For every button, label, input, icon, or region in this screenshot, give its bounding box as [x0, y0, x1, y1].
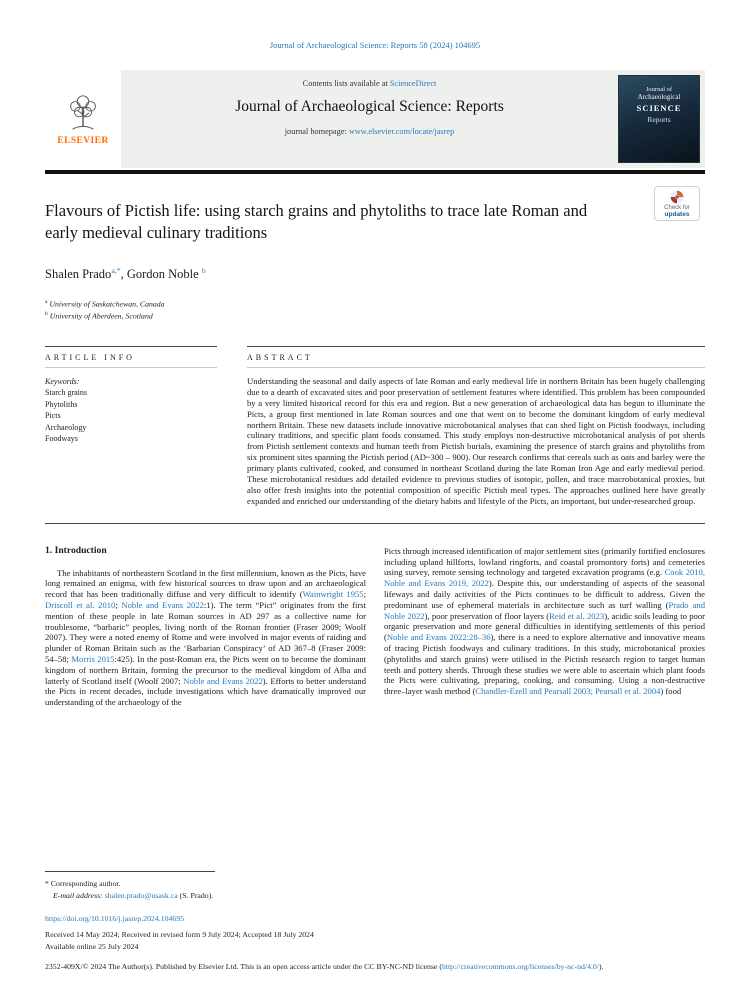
affiliation-text: University of Aberdeen, Scotland	[49, 311, 153, 321]
authors-line	[45, 266, 705, 282]
article-info-abstract-block	[45, 346, 705, 524]
journal-cover-thumbnail[interactable]	[618, 75, 700, 163]
affiliation-line	[45, 297, 705, 310]
keyword-item: Starch grains	[45, 388, 87, 398]
citation-link[interactable]: Prado and Noble 2022	[384, 599, 705, 621]
received-dates: Received 14 May 2024; Received in revised form 9 July 2024; Accepted 18 July 2024	[45, 930, 314, 939]
badge-text-line2: updates	[664, 211, 690, 218]
text-run: ).	[599, 962, 604, 971]
keyword-item: Picts	[45, 411, 61, 421]
affiliations	[45, 297, 705, 322]
email-link[interactable]: shalen.prado@usask.ca	[104, 891, 178, 900]
authors-separator: ,	[120, 266, 127, 281]
citation-link[interactable]: Cook 2010, Noble and Evans 2019, 2022	[384, 567, 705, 589]
keyword-item: Foodways	[45, 434, 78, 444]
footnote-divider	[45, 871, 215, 872]
article-title: Flavours of Pictish life: using starch grains and phytoliths to trace late Roman and early medieval culinary traditions	[45, 201, 588, 243]
text-run: ), poor preservation of floor layers (	[424, 610, 550, 621]
text-run: :1). The term “Pict” originates from the first mention of these people in late Roman sources in AD 297 as a collective name for troublesome, “barbaric” peoples, living north of the Roman frontier (Fraser 2009; Woolf 2007). They were a noted enemy of Rome and were involved in major events of raiding and plunder of Roman Britain such as the ‘Barbarian Conspiracy’ of AD 367–8 (Fraser 2009: 54–58;	[45, 599, 366, 664]
contents-line	[121, 79, 618, 88]
journal-header-center	[121, 70, 618, 168]
cover-title-line: SCIENCE	[636, 103, 682, 113]
check-for-updates-badge[interactable]	[654, 186, 700, 221]
text-run: ) food	[660, 686, 682, 697]
abstract-text: Understanding the seasonal and daily aspects of late Roman and early medieval life in northern Britain has been hugely challenging due to a dearth of excavated sites and poor preservation of settlement features where identified. This problem has been compounded by a very limited historical record for this era and region. But a new generation of archaeological data has begun to illuminate the Picts, a group first mentioned in late Roman sources and one that went on to become the dominant kingdom of early medieval northern Britain. These new datasets include innovative microbotanical analyses that can shed light on Pictish foodways, including culinary traditions, and specific plant foods consumed. This study employs non-destructive microbotanical analysis of pot sherds from Pictish settlement contexts and human teeth from Pictish burials, examining the presence of starch grains and phytoliths from six prominent sites spanning the Pictish period (AD~300 – 900). Our research confirms that cereals such as oats and barley were the primary plants cultivated, cooked, and consumed in northeast Scotland during the late Roman Iron Age and early medieval period. These microbotanical residues add detailed evidence to previous studies of isotopic, pollen, and trace macrobotanical proxies, but also offer fresh insights into the potential composition of specific Pictish meal types. The approaches outlined here have greatly expanded and enriched our understanding of the dietary habits and lifestyle of the Picts, an important, but under-researched group.	[247, 375, 705, 506]
crossmark-icon	[670, 190, 684, 204]
text-run: 2352-409X/© 2024 The Author(s). Published by Elsevier Ltd. This is an open access article under the CC BY-NC-ND license (	[45, 962, 442, 971]
article-info-heading: ARTICLE INFO	[45, 347, 217, 368]
body-left-column	[45, 546, 366, 822]
text-run: ;	[363, 589, 366, 600]
text-run: The inhabitants of northeastern Scotland in the first millennium, known as the Picts, have long remained an enigma, with few historical sources to draw upon and an archaeological record that has been traditionally diffuse and very difficult to identify (	[45, 567, 366, 600]
citation-link[interactable]: Reid et al. 2023	[549, 610, 605, 621]
citation-link[interactable]: Noble and Evans 2022:28–36	[386, 632, 491, 643]
text-run: Picts through increased identification of major settlement sites (primarily fortified enclosures including upland hillforts, lowland ringforts, and coastal promontory forts) and cemeteries using survey, remote sensing technology and targeted excavation programs (e.g.	[384, 545, 705, 578]
affiliation-sup: a	[45, 298, 48, 305]
abstract-column	[247, 346, 705, 507]
doi-line	[45, 913, 705, 924]
citation-link[interactable]: Noble and Evans 2022	[121, 599, 204, 610]
article-info-column	[45, 346, 217, 507]
affiliation-sup: b	[45, 311, 48, 318]
sciencedirect-link[interactable]: ScienceDirect	[389, 79, 437, 88]
citation-link[interactable]: Chandler-Ezell and Pearsall 2003; Pearsall et al. 2004	[475, 686, 661, 697]
citation-link[interactable]: Wainwright 1955	[302, 589, 364, 600]
keywords-label: Keywords:	[45, 376, 80, 386]
section-heading-introduction: 1. Introduction	[45, 545, 107, 556]
contents-prefix-text: Contents lists available at	[302, 79, 388, 88]
available-online: Available online 25 July 2024	[45, 942, 139, 951]
intro-paragraph-right	[384, 546, 705, 697]
journal-homepage-link[interactable]: www.elsevier.com/locate/jasrep	[348, 127, 455, 136]
badge-text-line1: Check for	[664, 205, 690, 211]
homepage-line	[121, 127, 618, 136]
keyword-item: Phytoliths	[45, 399, 78, 409]
text-run: ). Despite this, our understanding of aspects of the seasonal lifeways and daily activities of the Picts continues to be difficult to address. Given the predominant use of ephemeral materials in architecture such as turf walling (	[384, 578, 705, 610]
citation-link[interactable]: Morris 2015	[71, 653, 115, 664]
affiliation-line	[45, 309, 705, 322]
doi-link[interactable]: https://doi.org/10.1016/j.jasrep.2024.104695	[45, 914, 185, 923]
header-divider	[45, 170, 705, 174]
elsevier-tree-icon	[65, 92, 101, 134]
keyword-item: Archaeology	[45, 422, 87, 432]
journal-header-banner	[45, 70, 705, 168]
text-run: ). Efforts to better understand the Picts in recent decades, include investigations which have dramatically improved our understanding of the archaeology of the	[45, 675, 366, 708]
journal-title: Journal of Archaeological Science: Reports	[235, 98, 504, 115]
text-run: ), acidic soils leading to poor organic preservation and more general difficulties in identifying settlements of this period (	[384, 610, 705, 643]
abstract-heading: ABSTRACT	[247, 347, 705, 368]
author-1-affiliation-sup[interactable]: a,*	[111, 265, 121, 275]
cover-title-line: Journal of	[645, 86, 673, 93]
email-label: E-mail address:	[53, 891, 103, 900]
intro-paragraph-left	[45, 568, 366, 708]
text-run: ;	[115, 599, 122, 610]
citation-link[interactable]: http://creativecommons.org/licenses/by-nc-nd/4.0/	[441, 962, 599, 971]
elsevier-wordmark: ELSEVIER	[57, 136, 109, 146]
masthead	[0, 0, 750, 50]
text-run: :425). In the post-Roman era, the Picts went on to become the dominant kingdom of northern Britain, forming the precursor to the medieval kingdom of Alba and latterly of Scotland itself (Woolf 2007;	[45, 653, 366, 686]
affiliation-text: University of Saskatchewan, Canada	[49, 299, 165, 309]
author-name-1: Shalen Prado	[45, 266, 112, 281]
elsevier-logo[interactable]	[45, 70, 121, 168]
citation-link[interactable]: Noble and Evans 2022	[183, 675, 263, 686]
keywords-list	[45, 376, 217, 445]
page-footer	[45, 871, 705, 972]
body-columns	[45, 546, 705, 822]
email-line	[45, 890, 705, 901]
author-name-2: Gordon Noble	[126, 266, 199, 281]
copyright-license-line	[45, 961, 705, 972]
homepage-prefix-text: journal homepage:	[284, 127, 347, 136]
corresponding-author-note: * Corresponding author.	[45, 879, 121, 888]
cover-title-line: Reports	[647, 115, 671, 124]
cover-title-line: Archaeological	[637, 93, 681, 101]
text-run: ), there is a need to explore alternative and innovative means of tracing Pictish foodways and culinary traditions. In this study, microbotanical proxies (phytoliths and starch grains) were utilised in the Pictish research region to target human teeth and pottery sherds. Through these studies we were able to ascertain which plant foods the Picts were cultivating, preparing, cooking, and consuming. Using a non-destructive three–layer wash method (	[384, 632, 705, 697]
author-2-affiliation-sup[interactable]: b	[201, 265, 206, 275]
journal-citation-link[interactable]: Journal of Archaeological Science: Reports 58 (2024) 104695	[269, 40, 481, 50]
email-suffix: (S. Prado).	[179, 891, 214, 900]
citation-link[interactable]: Driscoll et al. 2010	[45, 599, 116, 610]
body-right-column	[384, 546, 705, 822]
